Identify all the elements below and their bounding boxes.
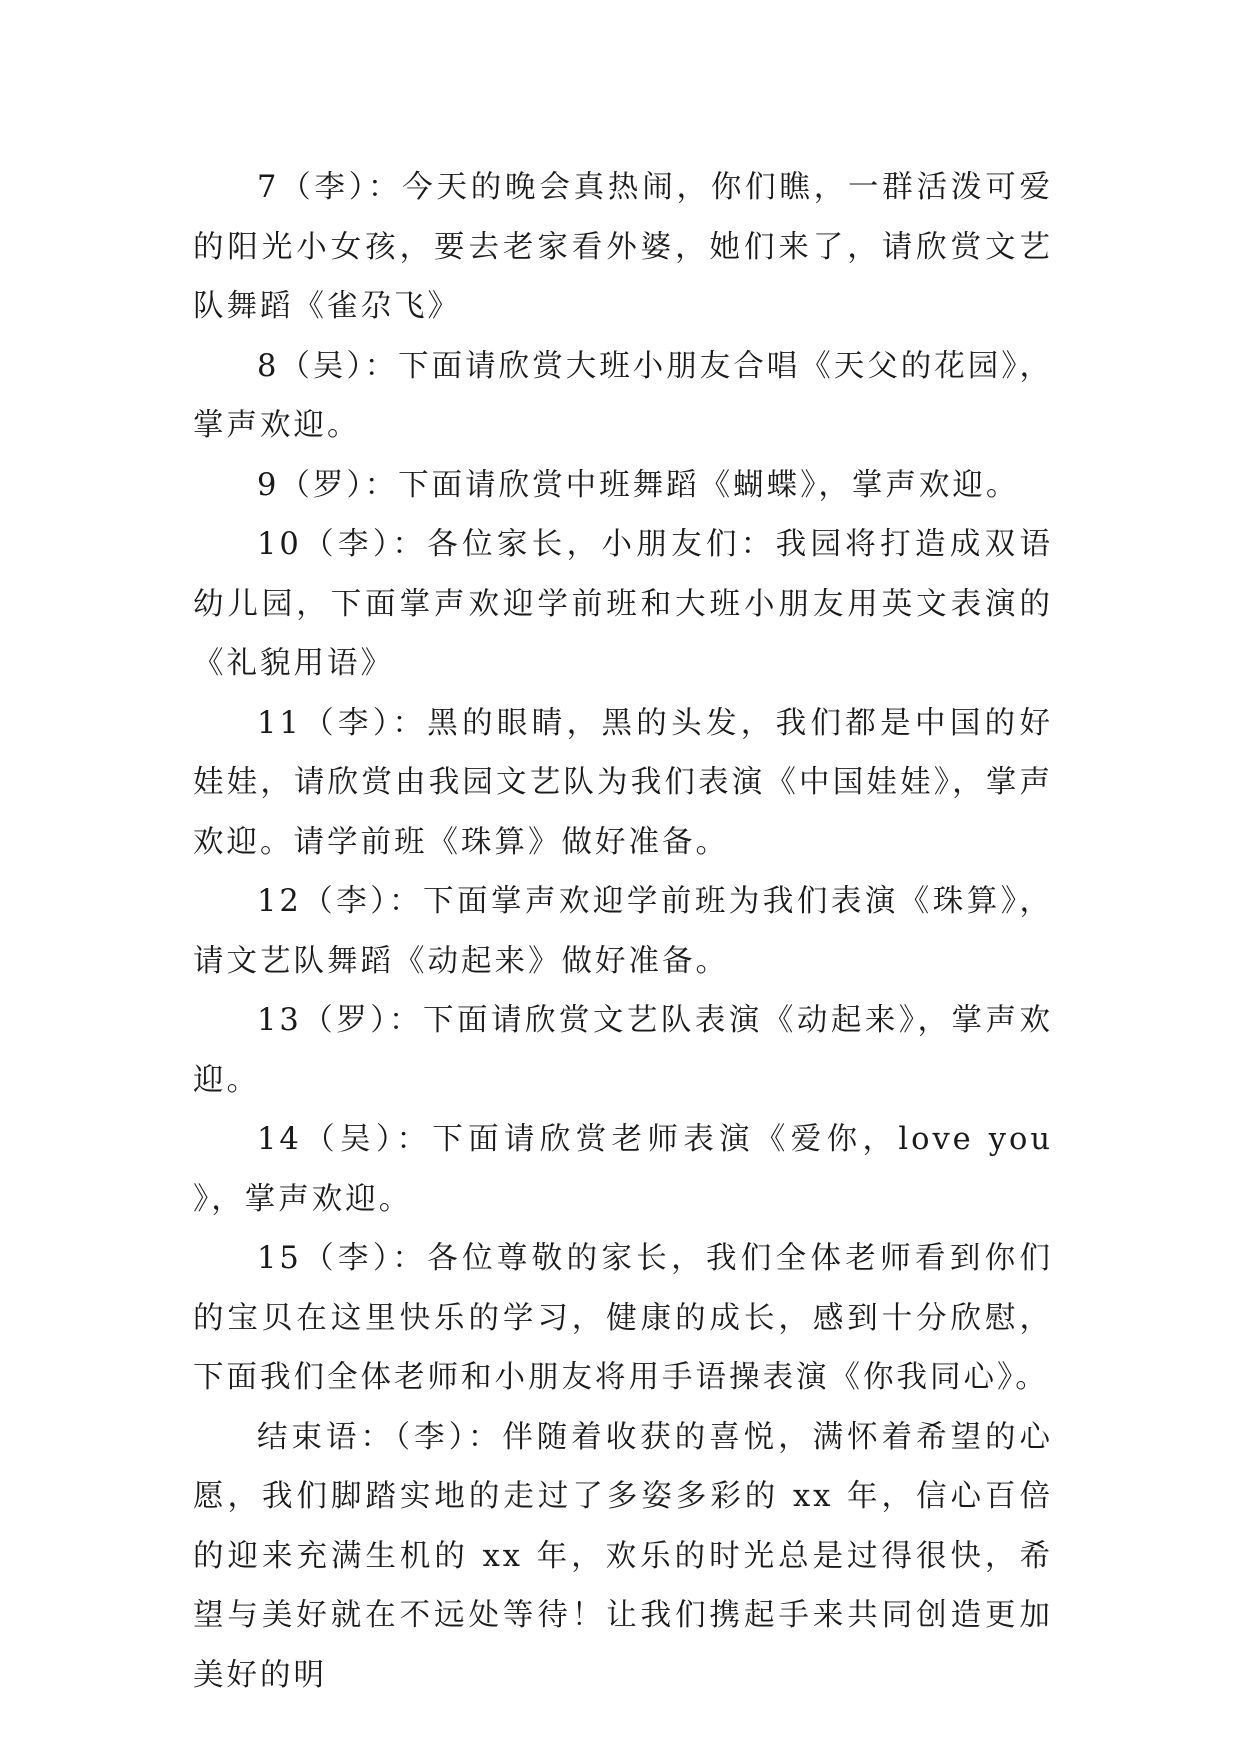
paragraph-9: 9（罗）：下面请欣赏中班舞蹈《蝴蝶》，掌声欢迎。 bbox=[257, 467, 1020, 503]
document-body bbox=[193, 158, 1053, 1705]
paragraph-8: 8（吴）：下面请欣赏大班小朋友合唱《天父的花园》，掌声欢迎。 bbox=[193, 348, 1053, 443]
paragraph-15: 15（李）：各位尊敬的家长，我们全体老师看到你们的宝贝在这里快乐的学习，健康的成长，感到十分欣慰，下面我们全体老师和小朋友将用手语操表演《你我同心》。 bbox=[193, 1241, 1053, 1395]
paragraph-14: 14（吴）：下面请欣赏老师表演《爱你，love you 》，掌声欢迎。 bbox=[193, 1122, 1053, 1217]
paragraph-7: 7（李）：今天的晚会真热闹，你们瞧，一群活泼可爱的阳光小女孩，要去老家看外婆，她们来了，请欣赏文艺队舞蹈《雀尕飞》 bbox=[193, 170, 1053, 324]
paragraph-10: 10（李）：各位家长，小朋友们：我园将打造成双语幼儿园，下面掌声欢迎学前班和大班小朋友用英文表演的《礼貌用语》 bbox=[193, 527, 1053, 681]
paragraph-13: 13（罗）：下面请欣赏文艺队表演《动起来》，掌声欢迎。 bbox=[193, 1003, 1053, 1098]
paragraph-11: 11（李）：黑的眼睛，黑的头发，我们都是中国的好娃娃，请欣赏由我园文艺队为我们表演《中国娃娃》，掌声欢迎。请学前班《珠算》做好准备。 bbox=[193, 705, 1053, 860]
paragraph-closing: 结束语：（李）：伴随着收获的喜悦，满怀着希望的心愿，我们脚踏实地的走过了多姿多彩的 xx 年，信心百倍的迎来充满生机的 xx 年，欢乐的时光总是过得很快，希望与美好就在不远处等待！让我们携起手来共同创造更加美好的明 bbox=[193, 1419, 1053, 1693]
paragraph-12: 12（李）：下面掌声欢迎学前班为我们表演《珠算》，请文艺队舞蹈《动起来》做好准备。 bbox=[193, 884, 1053, 979]
